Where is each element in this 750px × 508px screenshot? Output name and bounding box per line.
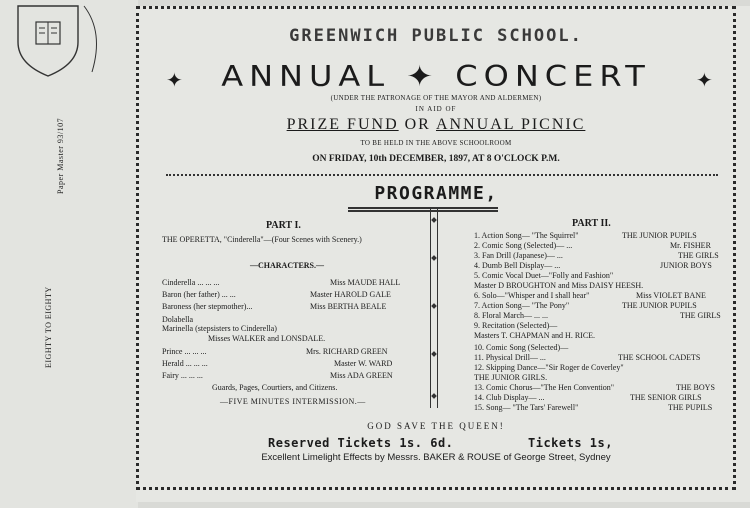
programme-item: 4. Dumb Bell Display— ...	[474, 261, 561, 270]
cast-actor: Miss ADA GREEN	[330, 371, 393, 380]
programme-item: 10. Comic Song (Selected)—	[474, 343, 569, 352]
programme-item: 12. Skipping Dance—"Sir Roger de Coverley"	[474, 363, 624, 372]
programme-performer: THE SCHOOL CADETS	[618, 353, 701, 362]
school-name: GREENWICH PUBLIC SCHOOL.	[289, 26, 583, 46]
column-divider	[430, 208, 438, 408]
cast-role: Dolabella	[162, 315, 194, 324]
limelight-effects: Excellent Limelight Effects by Messrs. BAKER & ROUSE of George Street, Sydney	[261, 452, 611, 463]
programme-item: 13. Comic Chorus—"The Hen Convention"	[474, 383, 615, 392]
cast-actor: Misses WALKER and LONSDALE.	[208, 334, 326, 343]
divider-dotted	[166, 174, 718, 176]
cast-actor: Mrs. RICHARD GREEN	[306, 347, 388, 356]
concert-date: ON FRIDAY, 10th DECEMBER, 1897, AT 8 O'CLOCK P.M.	[312, 154, 560, 164]
programme-performer: Miss VIOLET BANE	[636, 291, 706, 300]
programme-performer: THE JUNIOR PUPILS	[622, 301, 697, 310]
prize-fund: PRIZE FUND	[286, 116, 399, 133]
programme-performer: THE GIRLS	[680, 311, 721, 320]
programme-performer: JUNIOR BOYS	[660, 261, 712, 270]
programme-performer: THE PUPILS	[668, 403, 713, 412]
programme-item: 8. Floral March— ... ...	[474, 311, 548, 320]
programme-item: 9. Recitation (Selected)—	[474, 321, 558, 330]
programme-item: THE JUNIOR GIRLS.	[474, 373, 548, 382]
operetta-line: THE OPERETTA, "Cinderella"—(Four Scenes with Scenery.)	[162, 235, 362, 244]
prize-or: OR	[404, 116, 431, 133]
general-tickets: Tickets 1s,	[528, 436, 613, 450]
in-aid-of: IN AID OF	[415, 105, 457, 113]
part1-heading: PART I.	[266, 220, 301, 231]
programme-performer: Mr. FISHER	[670, 241, 711, 250]
cast-role: Baron (her father) ... ...	[162, 290, 236, 299]
programme-item: 1. Action Song— "The Squirrel"	[474, 231, 579, 240]
annual-picnic: ANNUAL PICNIC	[435, 116, 586, 133]
concert-title: ANNUAL ✦ CONCERT	[221, 58, 651, 94]
characters-heading: —CHARACTERS.—	[250, 261, 325, 270]
programme-performer: THE SENIOR GIRLS	[630, 393, 702, 402]
ornament-left-icon: ✦	[166, 70, 183, 92]
cast-role: Fairy ... ... ...	[162, 371, 203, 380]
cast-role: Herald ... ... ...	[162, 359, 208, 368]
programme-performer: THE GIRLS	[678, 251, 719, 260]
cast-role: Prince ... ... ...	[162, 347, 207, 356]
school-crest-stamp	[12, 2, 106, 82]
programme-item: 3. Fan Drill (Japanese)— ...	[474, 251, 563, 260]
programme-item: 15. Song— "The Tars' Farewell"	[474, 403, 579, 412]
cast-actor: Master W. WARD	[334, 359, 393, 368]
programme-performer: THE JUNIOR PUPILS	[622, 231, 697, 240]
programme-underline	[348, 207, 498, 209]
programme-performer: THE BOYS	[676, 383, 715, 392]
programme-item: 6. Solo—"Whisper and I shall hear"	[474, 291, 590, 300]
intermission-line: —FIVE MINUTES INTERMISSION.—	[220, 397, 366, 406]
programme-item: 7. Action Song— "The Pony"	[474, 301, 570, 310]
patronage: (UNDER THE PATRONAGE OF THE MAYOR AND ALDERMEN)	[330, 94, 542, 102]
vertical-label-1: EIGHTY TO EIGHTY	[44, 286, 53, 368]
venue: TO BE HELD IN THE ABOVE SCHOOLROOM	[360, 139, 512, 147]
programme-item: Master D BROUGHTON and Miss DAISY HEESH.	[474, 281, 644, 290]
programme-item: Masters T. CHAPMAN and H. RICE.	[474, 331, 596, 340]
reserved-tickets: Reserved Tickets 1s. 6d.	[268, 436, 454, 450]
cast-role: Marinella (stepsisters to Cinderella)	[162, 324, 277, 333]
programme-item: 5. Comic Vocal Duet—"Folly and Fashion"	[474, 271, 614, 280]
cast-actor: Miss MAUDE HALL	[330, 278, 401, 287]
cast-actor: Master HAROLD GALE	[310, 290, 391, 299]
ornament-right-icon: ✦	[696, 70, 713, 92]
part2-heading: PART II.	[572, 218, 611, 229]
extras-line: Guards, Pages, Courtiers, and Citizens.	[212, 383, 338, 392]
prize-line	[136, 116, 736, 134]
programme-underline-2	[348, 210, 498, 212]
anthem-line: GOD SAVE THE QUEEN!	[367, 421, 505, 431]
programme-item: 2. Comic Song (Selected)— ...	[474, 241, 573, 250]
cast-role: Cinderella ... ... ...	[162, 278, 220, 287]
left-margin-vertical-text	[44, 117, 74, 480]
programme-item: 14. Club Display— ...	[474, 393, 545, 402]
programme-heading: PROGRAMME,	[374, 183, 498, 204]
cast-actor: Miss BERTHA BEALE	[310, 302, 387, 311]
programme-item: 11. Physical Drill— ...	[474, 353, 546, 362]
vertical-label-2: Paper Master 93/107	[56, 117, 65, 194]
cast-role: Baroness (her stepmother)...	[162, 302, 253, 311]
